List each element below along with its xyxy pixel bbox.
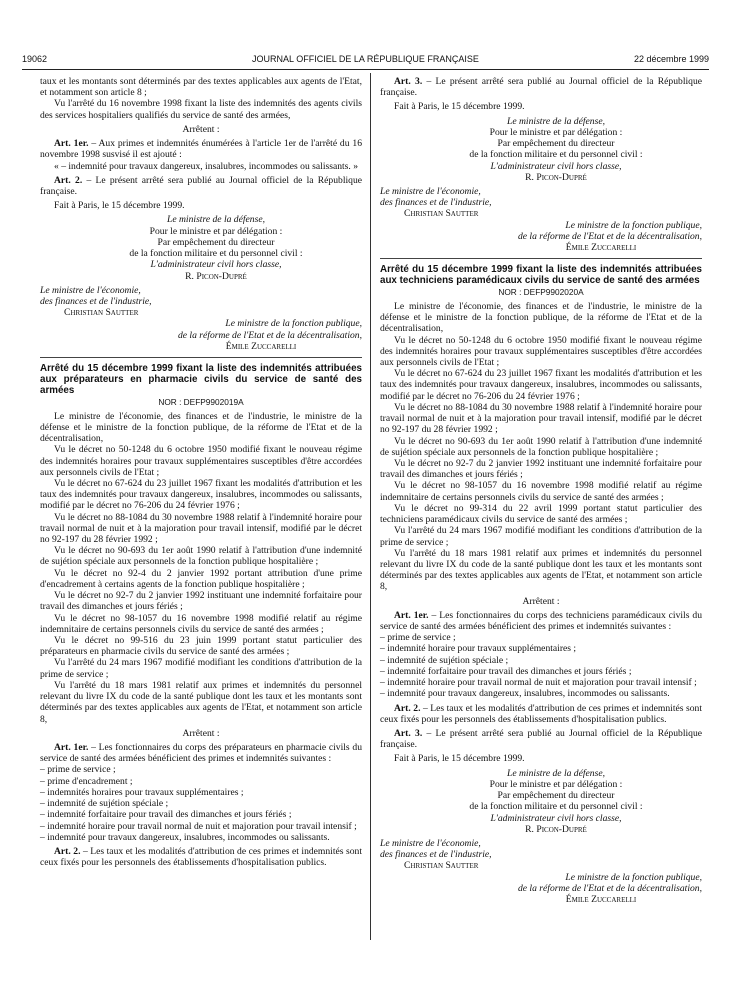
signatory-name: Émile Zuccarelli — [565, 242, 637, 254]
article-3 — [380, 728, 702, 750]
article-label: Art. 2. — [54, 845, 81, 857]
paragraph: Vu l'arrêté du 16 novembre 1998 fixant la liste des indemnités des agents civils des services hospitaliers qualifiés du service de santé des armées, — [40, 98, 362, 121]
signatory-title: de la réforme de l'Etat et de la décentralisation, — [177, 329, 362, 341]
visa: Le ministre de l'économie, des finances et de l'industrie, le ministre de la défense et le ministre de la fonction publique, de la réforme de l'Etat et de la décentralisation, — [40, 410, 362, 445]
signatory-name: R. Picon-Dupré — [525, 171, 587, 183]
visa: Vu le décret no 90-693 du 1er août 1990 relatif à l'attribution d'une indemnité de sujétion spéciale aux personnels de la fonction publique hospitalière ; — [40, 545, 362, 568]
page-header — [22, 54, 709, 68]
visa: Vu l'arrêté du 24 mars 1967 modifié modifiant les conditions d'attribution de la prime de service ; — [380, 525, 702, 548]
visa: Vu le décret no 50-1248 du 6 octobre 1950 modifié fixant le nouveau régime des indemnités horaires pour travaux supplémentaires susceptibles d'être accordées aux personnels civils de l'Etat ; — [40, 444, 362, 478]
list-item: – indemnité horaire pour travail normal de nuit et majoration pour travail intensif ; — [40, 820, 357, 832]
signatory-title: des finances et de l'industrie, — [380, 197, 492, 209]
signatory-title: des finances et de l'industrie, — [40, 295, 152, 307]
nor-reference: NOR : DEFP9902020A — [498, 287, 584, 298]
signatory-title: Le ministre de la fonction publique, — [565, 871, 702, 883]
signatory-line: Par empêchement du directeur — [157, 236, 275, 248]
signatory-line: Pour le ministre et par délégation : — [489, 126, 623, 138]
visas — [40, 411, 362, 725]
signatory-title: Le ministre de l'économie, — [40, 284, 141, 296]
section-separator — [380, 258, 702, 259]
list-item: – prime d'encadrement ; — [40, 775, 133, 787]
visa: Vu le décret no 67-624 du 23 juillet 1967 fixant les modalités d'attribution et les taux des indemnités pour travaux dangereux, insalubres, incommodes ou salissants, modifié par le décret no 76-206 du 24 février 1976 ; — [380, 368, 702, 402]
decree-title: Arrêté du 15 décembre 1999 fixant la liste des indemnités attribuées aux techniciens paramédicaux civils du service de santé des armées — [380, 264, 702, 287]
article-label: Art. 1er. — [394, 609, 429, 621]
visa: Vu l'arrêté du 24 mars 1967 modifié modifiant les conditions d'attribution de la prime de service ; — [40, 657, 362, 680]
section-separator — [40, 357, 362, 358]
article-label: Art. 2. — [54, 174, 83, 186]
visa: Vu le décret no 88-1084 du 30 novembre 1988 relatif à l'indemnité horaire pour travail normal de nuit et à la majoration pour travail intensif, modifié par le décret no 92-197 du 28 février 1992 ; — [380, 401, 702, 436]
article-quote: « – indemnité pour travaux dangereux, insalubres, incommodes ou salissants. » — [54, 160, 359, 172]
signatory-line: Par empêchement du directeur — [497, 138, 615, 150]
visa: Vu le décret no 67-624 du 23 juillet 1967 fixant les modalités d'attribution et les taux des indemnités pour travaux dangereux, insalubres, incommodes ou salissants, modifié par le décret no 76-206 du 24 février 1976 ; — [40, 477, 362, 512]
arretent-heading: Arrêtent : — [182, 123, 220, 135]
signatory-line: Par empêchement du directeur — [497, 790, 615, 802]
article-1 — [380, 610, 702, 632]
article-text: – Les taux et les modalités d'attribution de ces primes et indemnités sont ceux fixés pour les personnels des établissements d'hospitalisation publics. — [40, 845, 363, 869]
list-item: – indemnité forfaitaire pour travail des dimanches et jours fériés ; — [40, 809, 292, 821]
left-column — [40, 76, 362, 868]
signatory-title: Le ministre de l'économie, — [380, 185, 481, 197]
article-label: Art. 2. — [394, 702, 421, 714]
signatory-title: Le ministre de la défense, — [507, 767, 605, 779]
signatory-line: de la fonction militaire et du personnel civil : — [469, 149, 643, 161]
signatory-name: Christian Sautter — [64, 307, 139, 319]
indemnity-list — [40, 764, 362, 843]
article-2 — [40, 846, 362, 868]
page-number: 19062 — [22, 54, 48, 64]
visa: Vu le décret no 99-314 du 22 avril 1999 portant statut particulier des techniciens paramédicaux civils du service de santé des armées ; — [380, 502, 702, 526]
fait-a-paris: Fait à Paris, le 15 décembre 1999. — [394, 101, 525, 113]
visa: Vu le décret no 98-1057 du 16 novembre 1998 modifié relatif au régime indemnitaire de certains personnels civils du service de santé des armées ; — [380, 480, 702, 503]
arretent-heading: Arrêtent : — [522, 595, 560, 607]
signatory-title: Le ministre de la défense, — [507, 115, 605, 127]
signatory-title: de la réforme de l'Etat et de la décentralisation, — [517, 882, 702, 894]
article-2 — [380, 703, 702, 725]
signatory-line: de la fonction militaire et du personnel civil : — [469, 801, 643, 813]
article-1 — [40, 138, 362, 160]
visa: Vu le décret no 92-7 du 2 janvier 1992 instituant une indemnité forfaitaire pour travail des dimanches et jours fériés ; — [380, 457, 702, 481]
paragraph: taux et les montants sont déterminés par des textes applicables aux agents de l'Etat, et notamment son article 8 ; — [40, 76, 362, 99]
list-item: – indemnité de sujétion spéciale ; — [40, 798, 169, 810]
list-item: – indemnité horaire pour travail normal de nuit et majoration pour travail intensif ; — [380, 677, 697, 689]
article-3 — [380, 76, 702, 98]
header-rule — [22, 69, 709, 70]
signatory-name: Christian Sautter — [404, 208, 479, 220]
signatory-title: de la réforme de l'Etat et de la décentralisation, — [517, 230, 702, 242]
article-text: – Le présent arrêté sera publié au Journal officiel de la République française. — [380, 728, 703, 751]
signature-block — [40, 214, 362, 281]
signatory-line: Pour le ministre et par délégation : — [489, 778, 623, 790]
article-label: Art. 3. — [394, 728, 423, 740]
article-text: – Les taux et les modalités d'attribution de ces primes et indemnités sont ceux fixés pour les personnels des établissements d'hospitalisation publics. — [380, 702, 703, 725]
visa: Le ministre de l'économie, des finances et de l'industrie, le ministre de la défense et le ministre de la fonction publique, de la réforme de l'Etat et de la décentralisation, — [380, 300, 702, 335]
arretent-heading: Arrêtent : — [182, 727, 220, 739]
list-item: – indemnité forfaitaire pour travail des dimanches et jours fériés ; — [380, 665, 632, 677]
column-divider — [370, 73, 371, 940]
signatory-name: Émile Zuccarelli — [565, 894, 637, 906]
visa: Vu l'arrêté du 18 mars 1981 relatif aux primes et indemnités du personnel relevant du livre IX du code de la santé publique dont les taux et les montants sont déterminés par des textes applicables aux agents de l'Etat, et notamment son article 8, — [380, 547, 702, 593]
article-2 — [40, 175, 362, 197]
article-text: – Aux primes et indemnités énumérées à l'article 1er de l'arrêté du 16 novembre 1998 susvisé il est ajouté : — [40, 138, 362, 161]
list-item: – indemnité horaire pour travaux supplémentaires ; — [380, 643, 577, 655]
signatory-line: Pour le ministre et par délégation : — [149, 225, 283, 237]
list-item: – indemnité pour travaux dangereux, insalubres, incommodes ou salissants. — [40, 831, 330, 843]
signature-block — [380, 116, 702, 183]
visa: Vu le décret no 99-516 du 23 juin 1999 portant statut particulier des préparateurs en pharmacie civils du service de santé des armées ; — [40, 635, 362, 658]
article-text: – Les fonctionnaires du corps des techniciens paramédicaux civils du service de santé des armées bénéficient des primes et indemnités suivantes : — [380, 609, 702, 633]
article-label: Art. 3. — [394, 76, 423, 87]
article-text: – Le présent arrêté sera publié au Journal officiel de la République française. — [380, 76, 703, 99]
list-item: – indemnités horaires pour travaux supplémentaires ; — [40, 786, 244, 798]
journal-title: JOURNAL OFFICIEL DE LA RÉPUBLIQUE FRANÇAISE — [252, 54, 479, 64]
article-1 — [40, 742, 362, 764]
visa: Vu le décret no 50-1248 du 6 octobre 1950 modifié fixant le nouveau régime des indemnités horaires pour travaux supplémentaires susceptibles d'être accordées aux personnels civils de l'Etat ; — [380, 334, 702, 369]
signatory-title: Le ministre de la fonction publique, — [225, 318, 362, 330]
visa: Vu le décret no 92-4 du 2 janvier 1992 portant attribution d'une prime d'encadrement à certains agents de la fonction publique hospitalière ; — [40, 567, 362, 590]
list-item: – prime de service ; — [380, 632, 456, 644]
signatory-title: L'administrateur civil hors classe, — [490, 160, 622, 172]
signature-block — [380, 768, 702, 835]
article-label: Art. 1er. — [54, 741, 89, 753]
list-item: – indemnité pour travaux dangereux, insalubres, incommodes ou salissants. — [380, 688, 670, 700]
article-label: Art. 1er. — [54, 138, 89, 150]
nor-reference: NOR : DEFP9902019A — [158, 396, 244, 407]
visa: Vu le décret no 92-7 du 2 janvier 1992 instituant une indemnité forfaitaire pour travail des dimanches et jours fériés ; — [40, 590, 362, 613]
article-text: – Le présent arrêté sera publié au Journal officiel de la République française. — [40, 174, 363, 197]
list-item: – prime de service ; — [40, 764, 116, 776]
signatory-title: Le ministre de l'économie, — [380, 837, 481, 849]
issue-date: 22 décembre 1999 — [633, 54, 709, 64]
visa: Vu le décret no 98-1057 du 16 novembre 1998 modifié relatif au régime indemnitaire de certains personnels civils du service de santé des armées ; — [40, 612, 362, 635]
decree-title: Arrêté du 15 décembre 1999 fixant la liste des indemnités attribuées aux préparateurs en pharmacie civils du service de santé des armées — [40, 363, 362, 396]
signatory-title: des finances et de l'industrie, — [380, 849, 492, 861]
fait-a-paris: Fait à Paris, le 15 décembre 1999. — [54, 200, 185, 212]
signatory-name: R. Picon-Dupré — [525, 823, 587, 835]
visa: Vu le décret no 90-693 du 1er août 1990 relatif à l'attribution d'une indemnité de sujétion spéciale aux personnels de la fonction publique hospitalière ; — [380, 435, 702, 458]
signatory-line: de la fonction militaire et du personnel civil : — [129, 248, 303, 260]
signatory-name: Christian Sautter — [404, 860, 479, 872]
fait-a-paris: Fait à Paris, le 15 décembre 1999. — [394, 753, 525, 765]
signatory-title: L'administrateur civil hors classe, — [150, 259, 282, 271]
signatory-title: Le ministre de la fonction publique, — [565, 219, 702, 231]
signatory-title: L'administrateur civil hors classe, — [490, 812, 622, 824]
right-column — [380, 76, 702, 905]
indemnity-list — [380, 632, 702, 699]
visa: Vu l'arrêté du 18 mars 1981 relatif aux primes et indemnités du personnel relevant du livre IX du code de la santé publique dont les taux et les montants sont déterminés par des textes applicables aux agents de l'Etat, et notamment son article 8, — [40, 679, 362, 725]
visas — [380, 301, 702, 593]
signatory-name: Émile Zuccarelli — [225, 340, 297, 352]
signatory-title: Le ministre de la défense, — [167, 214, 265, 226]
article-text: – Les fonctionnaires du corps des préparateurs en pharmacie civils du service de santé des armées bénéficient des primes et indemnités suivantes : — [40, 741, 362, 765]
signatory-name: R. Picon-Dupré — [185, 270, 247, 282]
list-item: – indemnité de sujétion spéciale ; — [380, 654, 509, 666]
visa: Vu le décret no 88-1084 du 30 novembre 1988 relatif à l'indemnité horaire pour travail normal de nuit et à la majoration pour travail intensif, modifié par le décret no 92-197 du 28 février 1992 ; — [40, 511, 362, 546]
